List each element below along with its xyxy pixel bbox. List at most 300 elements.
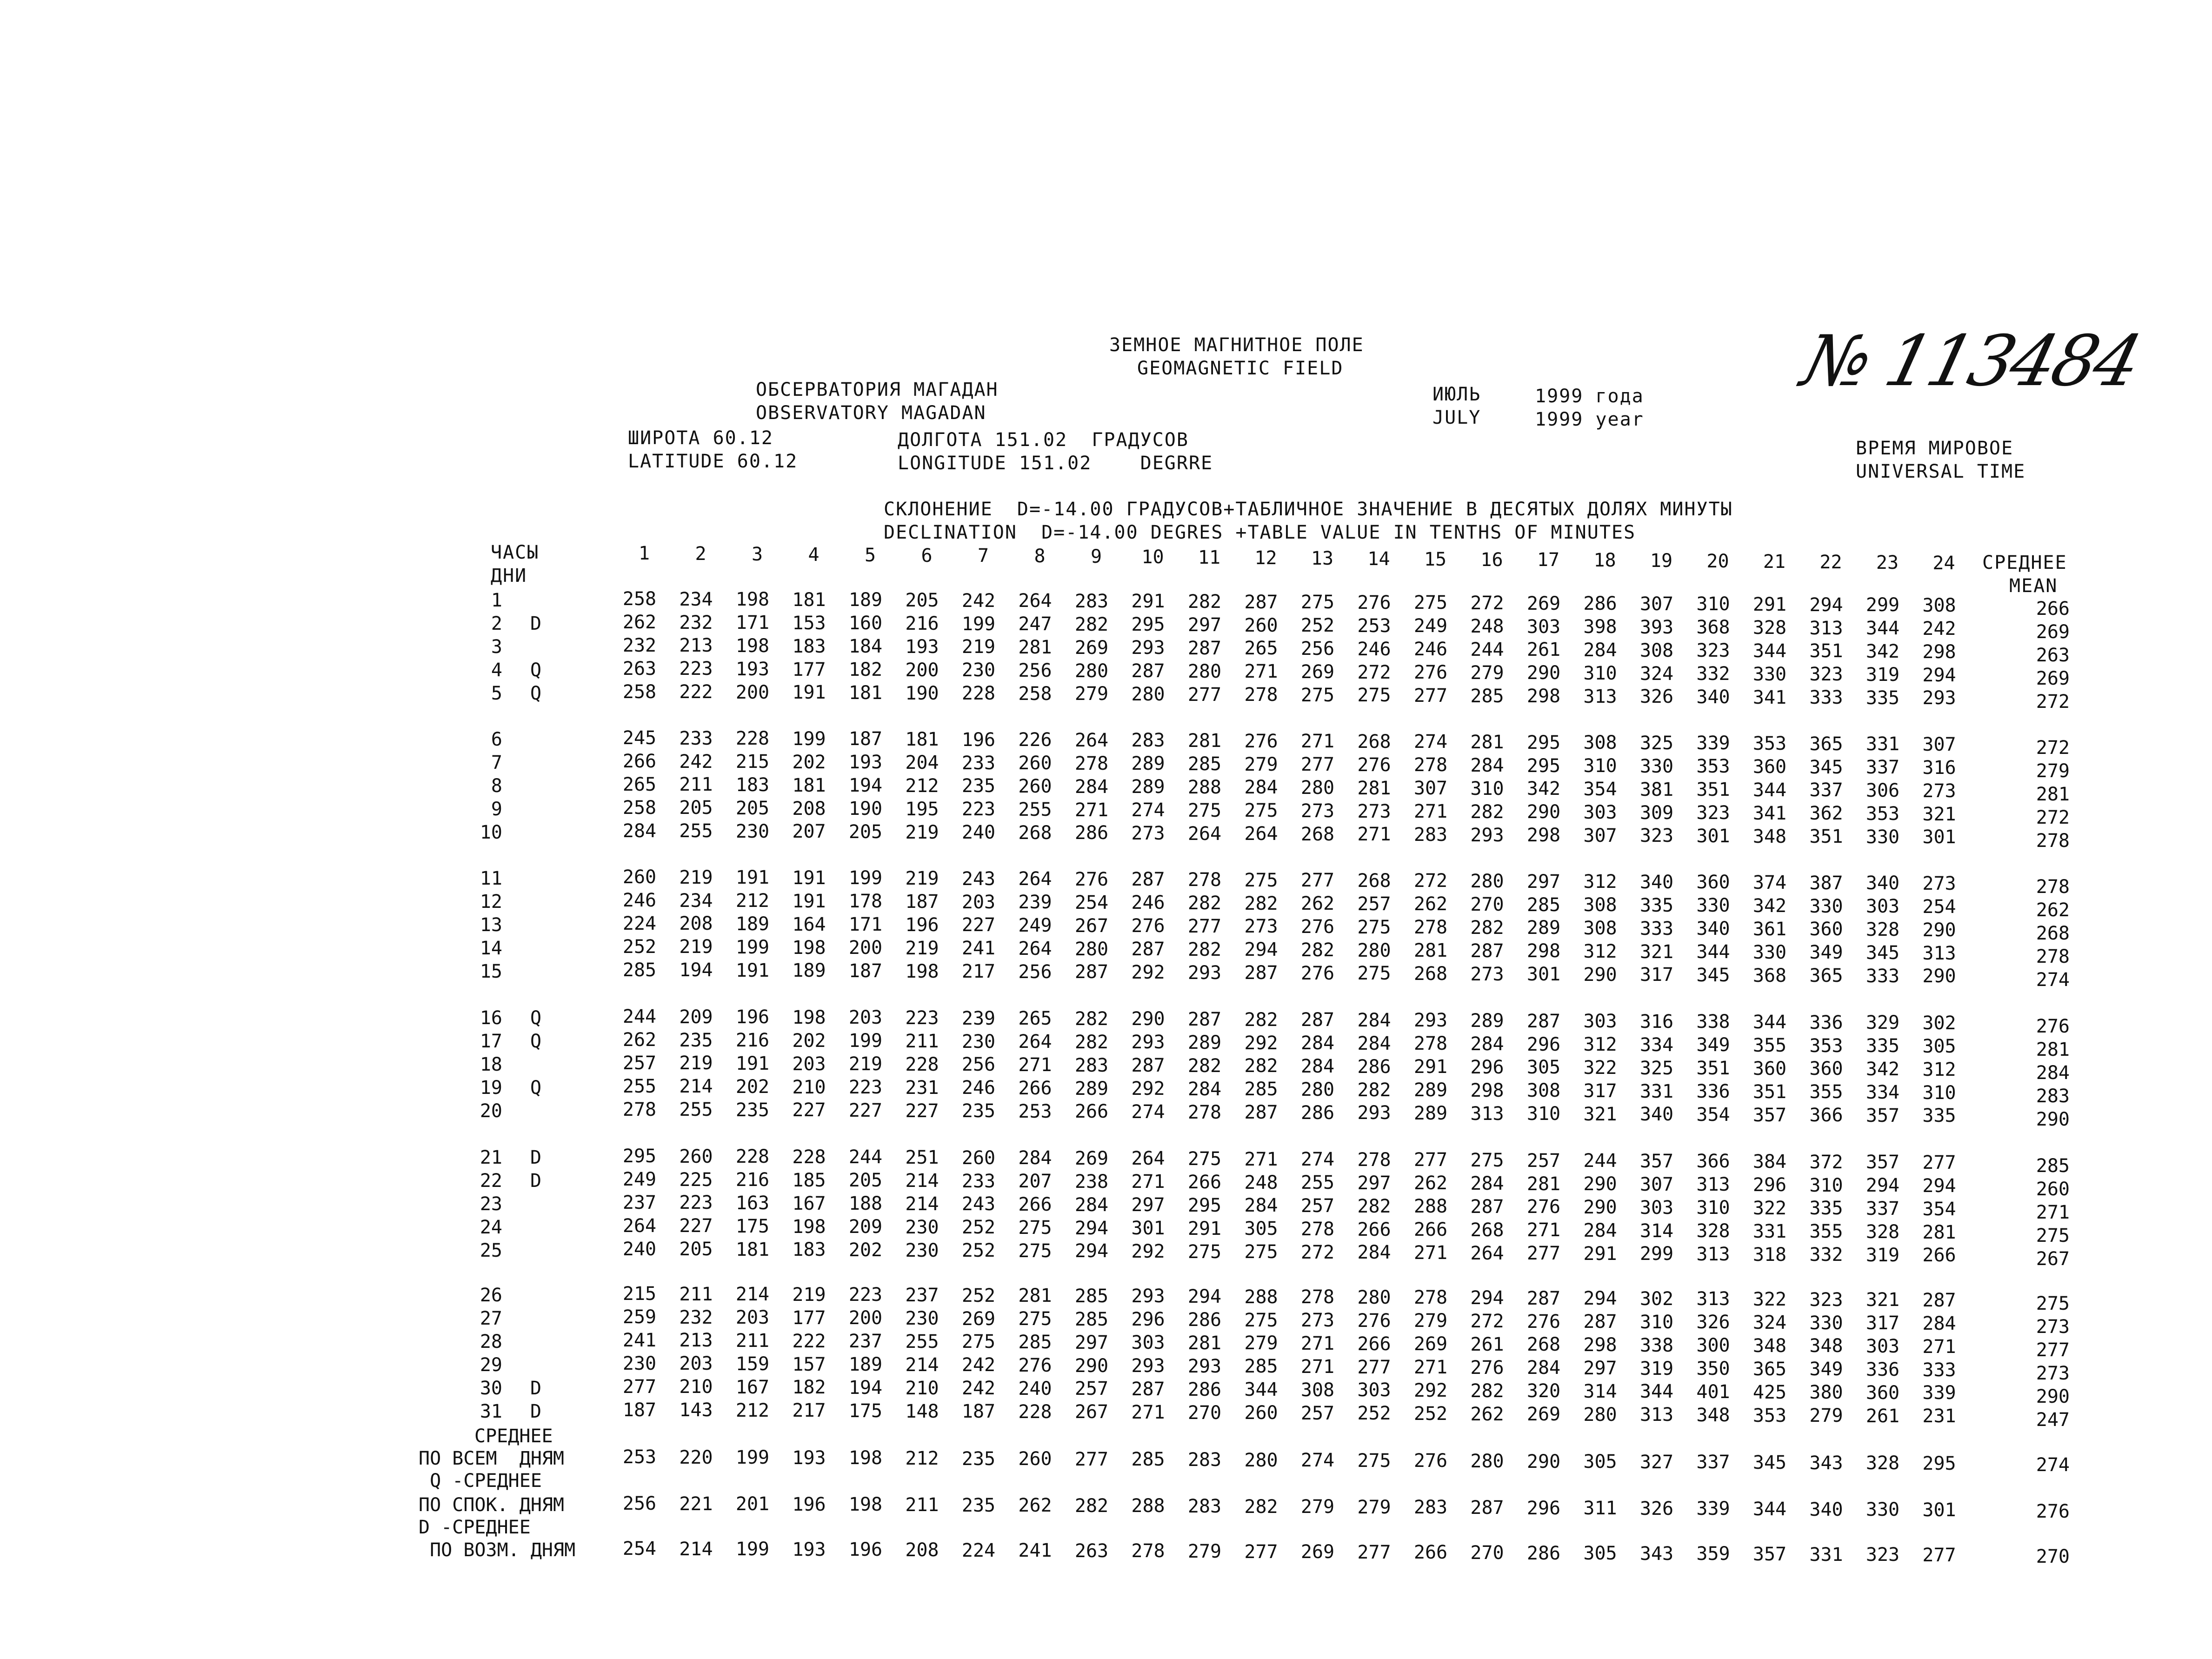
hourly-value: 181: [735, 1239, 770, 1260]
hourly-value: 290: [1074, 1355, 1109, 1377]
daily-mean: 271: [2036, 1201, 2070, 1223]
hourly-value: 178: [848, 891, 883, 913]
hourly-value: 278: [1187, 1101, 1222, 1123]
hourly-value: 306: [1866, 780, 1900, 801]
hourly-value: 286: [1357, 1056, 1391, 1078]
hourly-value: 313: [1583, 686, 1617, 707]
hourly-value: 264: [1470, 1242, 1504, 1264]
hourly-value: 241: [622, 1329, 657, 1351]
hourly-value: 240: [961, 822, 996, 844]
day-number: 8: [491, 775, 502, 797]
summary-value: 212: [905, 1448, 939, 1469]
hourly-value: 271: [1300, 731, 1335, 753]
summary-value: 330: [1866, 1499, 1900, 1521]
hourly-value: 308: [1583, 894, 1617, 916]
daily-mean: 277: [2036, 1339, 2070, 1361]
hourly-value: 273: [1922, 780, 1956, 802]
hourly-value: 271: [1922, 1336, 1956, 1358]
hourly-value: 290: [1922, 919, 1956, 941]
time-en: UNIVERSAL TIME: [1856, 461, 2026, 482]
time-ru: ВРЕМЯ МИРОВОЕ: [1856, 438, 2014, 459]
hourly-value: 282: [1357, 1079, 1391, 1101]
summary-value: 270: [1470, 1542, 1504, 1564]
hourly-value: 275: [1413, 592, 1448, 614]
hourly-value: 335: [1809, 1198, 1843, 1219]
hourly-value: 219: [792, 1284, 826, 1306]
hourly-value: 280: [1583, 1404, 1617, 1426]
hourly-value: 303: [1583, 801, 1617, 823]
hourly-value: 292: [1131, 1241, 1165, 1262]
hourly-value: 330: [1752, 663, 1787, 685]
hourly-value: 257: [1300, 1195, 1335, 1217]
day-number: 6: [491, 729, 502, 750]
daily-mean: 283: [2036, 1085, 2070, 1107]
day-number: 15: [480, 960, 502, 982]
hourly-value: 268: [1300, 823, 1335, 845]
hourly-value: 303: [1583, 1011, 1617, 1033]
hourly-value: 264: [1018, 868, 1052, 890]
month-en: JULY: [1432, 407, 1481, 428]
daily-mean: 269: [2036, 667, 2070, 689]
hourly-value: 244: [1470, 639, 1504, 660]
hourly-value: 357: [1866, 1152, 1900, 1173]
hourly-value: 260: [1018, 753, 1052, 774]
hourly-value: 228: [905, 1053, 939, 1075]
hourly-value: 293: [1922, 687, 1956, 709]
hourly-value: 238: [1074, 1171, 1109, 1193]
hourly-value: 167: [792, 1193, 826, 1214]
hourly-value: 310: [1470, 778, 1504, 800]
hour-header: 14: [1367, 548, 1390, 570]
summary-value: 277: [1244, 1541, 1278, 1563]
hourly-value: 275: [1187, 1148, 1222, 1170]
hourly-value: 277: [1413, 685, 1448, 706]
hourly-value: 193: [735, 658, 770, 680]
hourly-value: 313: [1809, 617, 1843, 639]
hourly-value: 316: [1639, 1011, 1674, 1033]
hourly-value: 219: [905, 868, 939, 889]
hourly-value: 269: [961, 1308, 996, 1330]
hourly-value: 232: [679, 612, 713, 633]
summary-value: 235: [961, 1494, 996, 1516]
summary-value: 199: [735, 1447, 770, 1469]
day-number: 11: [480, 868, 502, 889]
hourly-value: 353: [1809, 1035, 1843, 1057]
hourly-value: 181: [848, 682, 883, 704]
hourly-value: 280: [1074, 938, 1109, 960]
summary-value: 201: [735, 1493, 770, 1515]
hourly-value: 308: [1922, 594, 1956, 616]
daily-mean: 290: [2036, 1386, 2070, 1407]
hourly-value: 341: [1752, 802, 1787, 824]
hourly-value: 177: [792, 659, 826, 680]
day-number: 25: [480, 1239, 502, 1261]
hourly-value: 275: [1357, 916, 1391, 938]
hourly-value: 322: [1752, 1289, 1787, 1310]
day-type-mark: Q: [530, 659, 542, 681]
hourly-value: 199: [848, 867, 883, 889]
daily-mean: 273: [2036, 1316, 2070, 1338]
hourly-value: 281: [1187, 1332, 1222, 1354]
hourly-value: 191: [792, 890, 826, 912]
day-type-mark: Q: [530, 1077, 542, 1099]
hourly-value: 298: [1526, 825, 1561, 846]
hourly-value: 252: [961, 1240, 996, 1262]
hourly-value: 365: [1752, 1358, 1787, 1380]
hourly-value: 159: [735, 1353, 770, 1375]
hourly-value: 344: [1752, 779, 1787, 801]
hourly-value: 308: [1526, 1080, 1561, 1102]
hourly-value: 278: [1187, 869, 1222, 891]
summary-value: 278: [1131, 1540, 1165, 1562]
hourly-value: 282: [1074, 613, 1109, 635]
hourly-value: 258: [622, 797, 657, 819]
hourly-value: 323: [1809, 664, 1843, 686]
summary-value: 282: [1074, 1495, 1109, 1517]
hour-header: 12: [1254, 547, 1277, 569]
hourly-value: 287: [1187, 1009, 1222, 1030]
hourly-value: 171: [848, 914, 883, 936]
hourly-value: 264: [1018, 1031, 1052, 1053]
hourly-value: 255: [622, 1075, 657, 1097]
hourly-value: 287: [1131, 869, 1165, 891]
hourly-value: 223: [679, 658, 713, 680]
summary-value: 256: [622, 1493, 657, 1514]
hourly-value: 276: [1018, 1354, 1052, 1376]
hourly-value: 244: [1583, 1150, 1617, 1172]
hourly-value: 219: [848, 1053, 883, 1075]
hourly-value: 276: [1131, 915, 1165, 937]
day-type-mark: D: [530, 1170, 542, 1192]
hour-header: 1: [638, 543, 650, 564]
day-number: 2: [491, 613, 502, 634]
hourly-value: 252: [622, 936, 657, 958]
hourly-value: 297: [1583, 1357, 1617, 1379]
summary-value: 208: [905, 1539, 939, 1561]
daily-mean: 268: [2036, 922, 2070, 944]
hourly-value: 393: [1639, 616, 1674, 638]
summary-value: 288: [1131, 1495, 1165, 1517]
hourly-value: 350: [1696, 1358, 1730, 1380]
hourly-value: 342: [1866, 641, 1900, 662]
summary-value: 331: [1809, 1544, 1843, 1566]
hourly-value: 282: [1187, 892, 1222, 914]
hourly-value: 200: [848, 937, 883, 959]
hourly-value: 200: [735, 681, 770, 703]
hourly-value: 296: [1131, 1309, 1165, 1331]
daily-mean: 290: [2036, 1108, 2070, 1130]
hourly-value: 259: [622, 1306, 657, 1328]
hourly-value: 310: [1583, 662, 1617, 684]
hourly-value: 242: [961, 1354, 996, 1376]
day-number: 14: [480, 937, 502, 959]
summary-value: 275: [1357, 1450, 1391, 1472]
daily-mean: 285: [2036, 1155, 2070, 1177]
hourly-value: 298: [1583, 1334, 1617, 1356]
hourly-value: 252: [961, 1285, 996, 1306]
hourly-value: 217: [792, 1400, 826, 1422]
hourly-value: 279: [1809, 1405, 1843, 1427]
hourly-value: 332: [1696, 663, 1730, 685]
hourly-value: 298: [1470, 1079, 1504, 1101]
hourly-value: 287: [1131, 939, 1165, 960]
hourly-value: 323: [1809, 1289, 1843, 1311]
summary-value: 328: [1866, 1452, 1900, 1474]
hourly-value: 207: [1018, 1171, 1052, 1193]
hourly-value: 275: [1357, 963, 1391, 985]
hourly-value: 324: [1752, 1312, 1787, 1333]
hourly-value: 301: [1922, 826, 1956, 848]
hourly-value: 354: [1583, 779, 1617, 800]
hourly-value: 281: [1187, 730, 1222, 752]
hourly-value: 189: [848, 589, 883, 611]
hourly-value: 210: [905, 1377, 939, 1399]
hourly-value: 294: [1922, 1175, 1956, 1197]
hourly-value: 228: [735, 728, 770, 750]
hourly-value: 313: [1696, 1244, 1730, 1265]
hourly-value: 223: [679, 1192, 713, 1214]
hour-header: 9: [1090, 546, 1102, 568]
hourly-value: 281: [1526, 1173, 1561, 1195]
summary-value: 196: [792, 1493, 826, 1515]
hourly-value: 202: [792, 1030, 826, 1052]
hourly-value: 202: [792, 751, 826, 773]
hourly-value: 198: [792, 1216, 826, 1238]
day-number: 26: [480, 1285, 502, 1306]
hour-header: 21: [1763, 551, 1786, 573]
hourly-value: 287: [1244, 962, 1278, 984]
hourly-value: 360: [1752, 756, 1787, 778]
hourly-value: 185: [792, 1169, 826, 1191]
hourly-value: 297: [1131, 1194, 1165, 1216]
hourly-value: 270: [1187, 1402, 1222, 1424]
hourly-value: 284: [1922, 1313, 1956, 1334]
hourly-value: 305: [1244, 1218, 1278, 1240]
hourly-value: 312: [1583, 871, 1617, 893]
hourly-value: 276: [1357, 1310, 1391, 1332]
summary-label: ПО ВОЗМ. ДНЯМ: [419, 1539, 576, 1561]
year-en: 1999 year: [1535, 409, 1644, 430]
day-type-mark: D: [530, 1147, 542, 1168]
hourly-value: 278: [1357, 1149, 1391, 1171]
hourly-value: 157: [792, 1353, 826, 1375]
day-number: 21: [480, 1147, 502, 1168]
hourly-value: 335: [1639, 894, 1674, 916]
hourly-value: 285: [1074, 1285, 1109, 1307]
hourly-value: 148: [905, 1400, 939, 1422]
hourly-value: 203: [961, 891, 996, 913]
hourly-value: 230: [622, 1353, 657, 1374]
hourly-value: 387: [1809, 872, 1843, 894]
summary-value: 241: [1018, 1540, 1052, 1562]
hourly-value: 196: [905, 914, 939, 936]
hourly-value: 361: [1752, 918, 1787, 940]
hourly-value: 269: [1413, 1333, 1448, 1355]
hourly-value: 313: [1470, 1103, 1504, 1125]
hourly-value: 208: [792, 798, 826, 820]
day-number: 16: [480, 1007, 502, 1029]
hourly-value: 273: [1300, 800, 1335, 822]
hourly-value: 351: [1696, 779, 1730, 801]
hourly-value: 203: [792, 1053, 826, 1075]
day-type-mark: D: [530, 1400, 542, 1422]
hourly-value: 183: [735, 774, 770, 796]
hourly-value: 282: [1187, 591, 1222, 613]
hourly-value: 271: [1131, 1171, 1165, 1193]
hour-header: 10: [1141, 546, 1164, 568]
hourly-value: 249: [1413, 615, 1448, 637]
hourly-value: 209: [679, 1006, 713, 1028]
hourly-value: 291: [1187, 1218, 1222, 1239]
day-number: 20: [480, 1100, 502, 1122]
hourly-value: 307: [1639, 1173, 1674, 1195]
title-en: GEOMAGNETIC FIELD: [1137, 358, 1344, 379]
hourly-value: 269: [1526, 593, 1561, 614]
hourly-value: 297: [1074, 1332, 1109, 1353]
summary-sublabel: D -СРЕДНЕЕ: [419, 1517, 531, 1538]
day-number: 30: [480, 1377, 502, 1399]
hourly-value: 248: [1244, 1172, 1278, 1193]
hourly-value: 285: [1244, 1356, 1278, 1378]
hourly-value: 344: [1752, 1012, 1787, 1033]
daily-mean: 269: [2036, 621, 2070, 643]
hourly-value: 272: [1300, 1241, 1335, 1263]
hourly-value: 271: [1300, 1356, 1335, 1378]
hourly-value: 209: [848, 1216, 883, 1238]
hourly-value: 188: [848, 1193, 883, 1215]
hourly-value: 368: [1696, 617, 1730, 639]
hourly-value: 214: [679, 1076, 713, 1098]
hourly-value: 282: [1074, 1031, 1109, 1053]
summary-value: 276: [1413, 1450, 1448, 1472]
hourly-value: 273: [1357, 800, 1391, 822]
hourly-value: 288: [1187, 776, 1222, 798]
hourly-value: 219: [679, 866, 713, 888]
hourly-value: 198: [735, 589, 770, 611]
hourly-value: 228: [1018, 1401, 1052, 1423]
hourly-value: 275: [1018, 1217, 1052, 1239]
hour-header: 17: [1537, 549, 1560, 571]
hourly-value: 269: [1526, 1404, 1561, 1426]
hourly-value: 296: [1470, 1056, 1504, 1078]
year-ru: 1999 года: [1535, 386, 1644, 407]
summary-value: 283: [1187, 1449, 1222, 1471]
hourly-value: 282: [1187, 939, 1222, 960]
hourly-value: 372: [1809, 1151, 1843, 1173]
hourly-value: 282: [1357, 1195, 1391, 1217]
day-number: 28: [480, 1331, 502, 1353]
summary-value: 253: [622, 1446, 657, 1468]
hourly-value: 302: [1922, 1012, 1956, 1034]
hourly-value: 284: [1244, 1195, 1278, 1217]
hourly-value: 240: [1018, 1378, 1052, 1399]
hourly-value: 191: [792, 682, 826, 704]
hourly-value: 211: [679, 774, 713, 796]
hourly-value: 260: [1244, 614, 1278, 636]
hourly-value: 273: [1470, 963, 1504, 985]
hourly-value: 301: [1696, 826, 1730, 847]
hourly-value: 205: [848, 821, 883, 843]
hour-header: 19: [1650, 550, 1673, 572]
hourly-value: 271: [1018, 1054, 1052, 1076]
longitude-ru: ДОЛГОТА 151.02 ГРАДУСОВ: [898, 429, 1189, 451]
hourly-value: 284: [1470, 1173, 1504, 1194]
hourly-value: 287: [1526, 1010, 1561, 1032]
hourly-value: 244: [622, 1006, 657, 1027]
day-number: 17: [480, 1030, 502, 1052]
hourly-value: 286: [1187, 1379, 1222, 1400]
day-number: 7: [491, 752, 502, 773]
hourly-value: 353: [1696, 756, 1730, 778]
hourly-value: 233: [961, 1170, 996, 1192]
hourly-value: 312: [1922, 1059, 1956, 1080]
hourly-value: 368: [1752, 965, 1787, 986]
daily-mean: 272: [2036, 806, 2070, 828]
hourly-value: 334: [1866, 1081, 1900, 1103]
hourly-value: 303: [1526, 616, 1561, 638]
hourly-value: 336: [1696, 1081, 1730, 1103]
hour-header: 6: [921, 545, 933, 566]
hourly-value: 291: [1131, 591, 1165, 613]
latitude-ru: ШИРОТА 60.12: [628, 427, 773, 449]
hourly-value: 234: [679, 588, 713, 610]
hourly-value: 331: [1752, 1220, 1787, 1242]
summary-value: 221: [679, 1493, 713, 1515]
hourly-value: 325: [1639, 1057, 1674, 1079]
hourly-value: 276: [1300, 916, 1335, 938]
hourly-value: 307: [1639, 593, 1674, 615]
hourly-value: 171: [735, 612, 770, 634]
hourly-value: 317: [1866, 1313, 1900, 1334]
daily-mean: 274: [2036, 969, 2070, 991]
hourly-value: 291: [1413, 1056, 1448, 1078]
hourly-value: 348: [1752, 1335, 1787, 1357]
summary-value: 279: [1300, 1496, 1335, 1518]
hourly-value: 295: [622, 1146, 657, 1167]
hourly-value: 322: [1752, 1197, 1787, 1219]
hourly-value: 222: [679, 681, 713, 703]
hourly-value: 283: [1074, 590, 1109, 612]
hourly-value: 285: [1074, 1308, 1109, 1330]
daily-mean: 276: [2036, 1016, 2070, 1037]
hourly-value: 351: [1809, 640, 1843, 662]
hourly-value: 256: [961, 1054, 996, 1076]
hourly-value: 264: [1187, 823, 1222, 845]
summary-value: 301: [1922, 1499, 1956, 1521]
daily-mean: 278: [2036, 876, 2070, 898]
hourly-value: 360: [1696, 872, 1730, 893]
hourly-value: 293: [1131, 1355, 1165, 1377]
hourly-value: 255: [1018, 799, 1052, 820]
hourly-value: 181: [792, 774, 826, 796]
hourly-value: 280: [1357, 939, 1391, 961]
hourly-value: 200: [848, 1307, 883, 1329]
hourly-value: 271: [1300, 1333, 1335, 1354]
hourly-value: 280: [1470, 871, 1504, 892]
hourly-value: 284: [1074, 1194, 1109, 1216]
daily-mean: 260: [2036, 1178, 2070, 1200]
summary-mean: 274: [2036, 1454, 2070, 1476]
hourly-value: 310: [1696, 593, 1730, 615]
hourly-value: 290: [1526, 801, 1561, 823]
hourly-value: 313: [1922, 942, 1956, 964]
hourly-value: 247: [1018, 613, 1052, 635]
hourly-value: 331: [1866, 733, 1900, 755]
day-number: 1: [491, 590, 502, 611]
hourly-value: 279: [1074, 683, 1109, 705]
hourly-value: 305: [1922, 1035, 1956, 1057]
hourly-value: 284: [1583, 640, 1617, 661]
